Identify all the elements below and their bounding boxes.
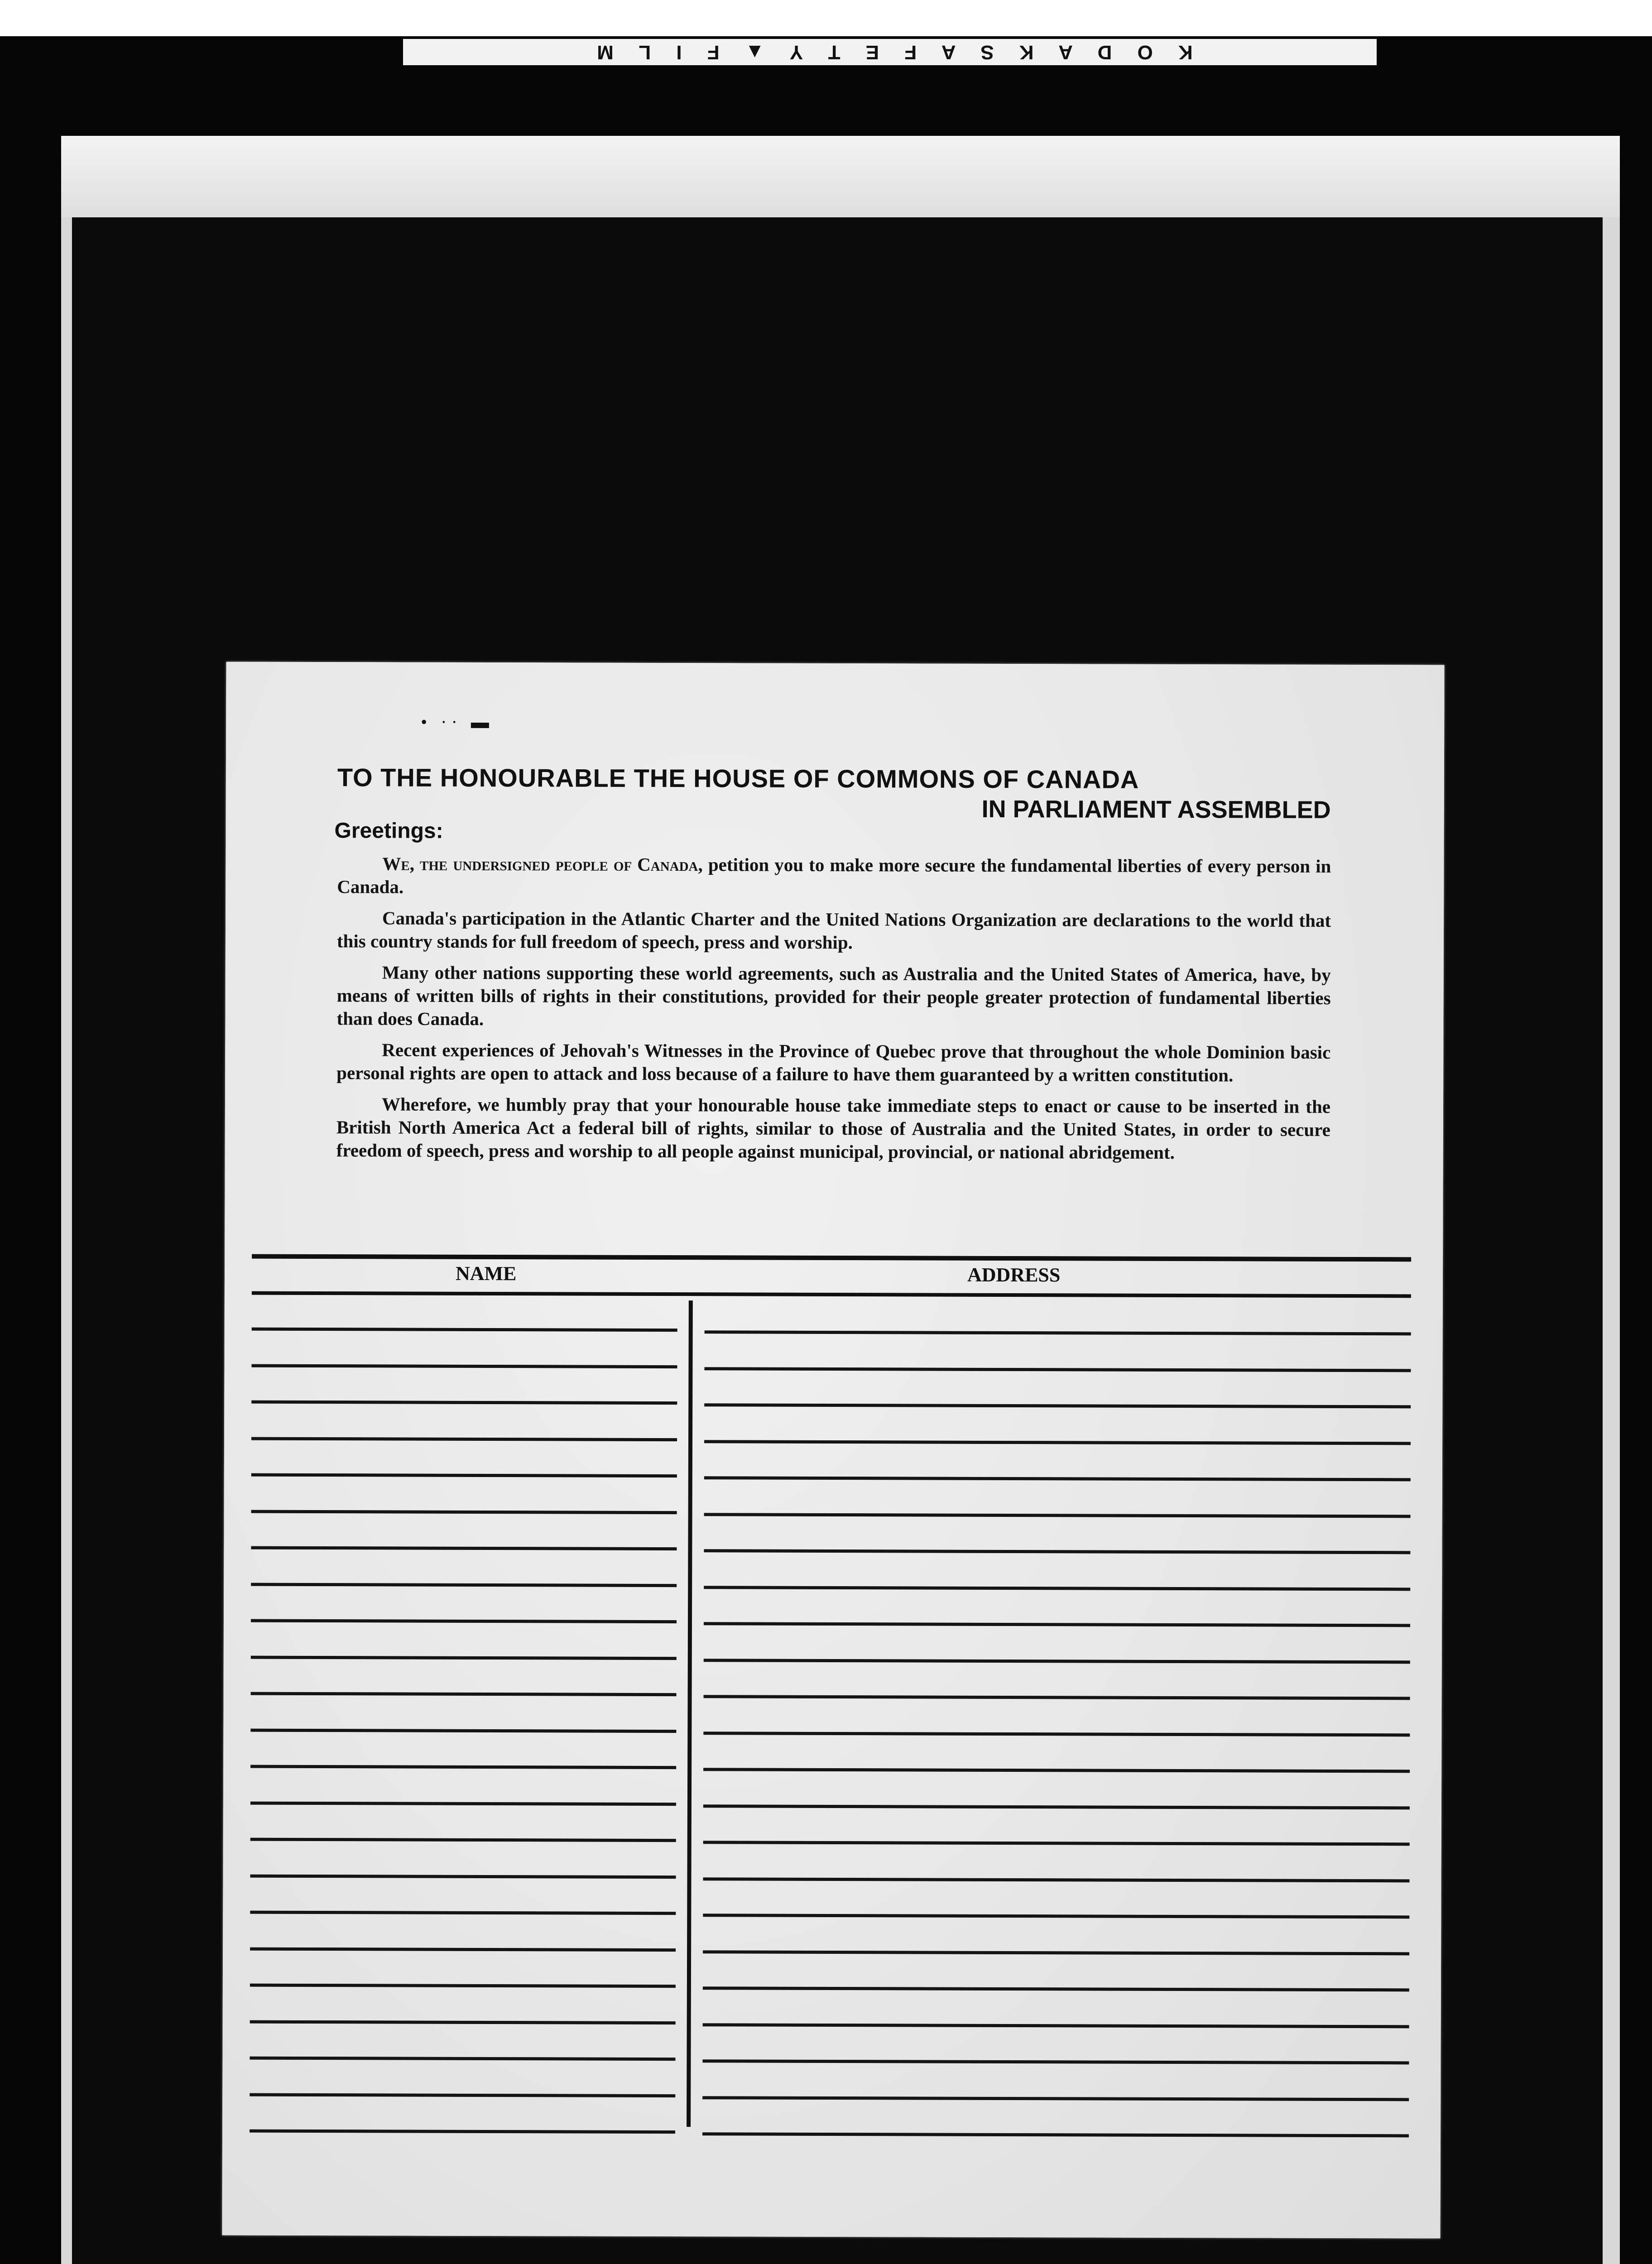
address-signature-line: [704, 1513, 1411, 1518]
address-signature-line: [703, 1877, 1410, 1882]
name-signature-line: [250, 1802, 676, 1806]
name-signature-line: [250, 1911, 676, 1915]
address-column-header: ADDRESS: [967, 1263, 1061, 1286]
name-signature-line: [251, 1437, 677, 1441]
address-signature-line: [703, 1841, 1410, 1846]
petition-title-line1: TO THE HONOURABLE THE HOUSE OF COMMONS OF CANADA: [337, 763, 1139, 794]
table-header-rule: [252, 1291, 1411, 1298]
address-signature-line: [703, 1768, 1410, 1773]
name-signature-line: [250, 1729, 676, 1733]
name-signature-line: [250, 2093, 675, 2097]
name-signature-line: [251, 1364, 677, 1368]
name-signature-line: [250, 1875, 676, 1879]
paragraph-3: Many other nations supporting these world agreements, such as Australia and the United States of America, have, by means of written bills of rights in their constitutions, provided for their people greater protection of fundamental liberties than does Canada.: [336, 962, 1331, 1029]
table-top-rule: [252, 1254, 1411, 1262]
address-signature-line: [704, 1440, 1411, 1445]
address-signature-line: [703, 1914, 1409, 1919]
name-signature-line: [250, 1765, 676, 1769]
name-signature-line: [251, 1619, 677, 1623]
name-signature-line: [250, 1984, 676, 1988]
paragraph-1: [337, 852, 1331, 901]
address-signature-line: [702, 2096, 1409, 2101]
frame-top-strip: [61, 136, 1620, 217]
film-top-margin: [0, 0, 1652, 36]
name-signature-line: [251, 1546, 677, 1550]
address-signature-line: [704, 1476, 1411, 1481]
address-signature-line: [704, 1586, 1410, 1591]
name-column-header: NAME: [455, 1262, 517, 1285]
film-edge-label: K O D A K S A F E T Y ▲ F I L M: [403, 39, 1377, 65]
name-signature-line: [251, 1401, 677, 1405]
address-signature-line: [705, 1330, 1411, 1335]
petition-body: [336, 852, 1331, 1173]
address-signature-line: [704, 1659, 1410, 1664]
name-signature-line: [250, 2020, 676, 2024]
column-divider: [687, 1300, 693, 2127]
name-signature-line: [250, 2057, 675, 2061]
address-signature-line: [704, 1367, 1411, 1372]
name-signature-line: [251, 1692, 677, 1696]
name-signature-line: [250, 2130, 675, 2134]
name-signature-line: [251, 1656, 677, 1660]
address-signature-line: [702, 2132, 1409, 2137]
paragraph-4: Recent experiences of Jehovah's Witnesses in the Province of Quebec prove that throughout the whole Dominion basic personal rights are open to attack and loss because of a failure to have them guaranteed by a written constitution.: [336, 1039, 1331, 1086]
address-signature-line: [702, 2059, 1409, 2064]
petition-title-line2: IN PARLIAMENT ASSEMBLED: [981, 795, 1331, 824]
address-signature-line: [703, 2023, 1409, 2028]
name-signature-line: [251, 1510, 677, 1514]
name-signature-line: [250, 1838, 676, 1842]
paragraph-1-rest: petition you to make more secure the fundamental liberties of every person in Canada.: [337, 854, 1331, 897]
name-signature-line: [252, 1328, 677, 1332]
page-specks: • ·· ▬: [421, 711, 494, 733]
address-signature-line: [704, 1549, 1410, 1554]
address-signature-line: [703, 1804, 1410, 1809]
paragraph-1-lead: We, the undersigned people of Canada,: [382, 853, 703, 875]
address-signature-line: [704, 1622, 1410, 1627]
address-signature-line: [704, 1695, 1410, 1700]
address-signature-line: [704, 1403, 1411, 1408]
petition-greeting: Greetings:: [334, 819, 443, 843]
signature-table: [250, 1254, 1411, 2127]
name-signature-line: [251, 1473, 677, 1477]
address-signature-line: [703, 1950, 1409, 1955]
address-signature-line: [703, 1986, 1409, 1991]
address-signature-line: [703, 1732, 1410, 1736]
paragraph-5: Wherefore, we humbly pray that your honourable house take immediate steps to enact or cause to be inserted in the British North America Act a federal bill of rights, similar to those of Australia and the United States, in order to secure freedom of speech, press and worship to all people against municipal, provincial, or national abridgement.: [336, 1094, 1331, 1163]
name-signature-line: [251, 1583, 677, 1587]
name-signature-line: [250, 1947, 676, 1952]
paragraph-2: Canada's participation in the Atlantic Charter and the United Nations Organization are declarations to the world that this country stands for full freedom of speech, press and worship.: [336, 907, 1331, 953]
petition-page: [222, 662, 1444, 2238]
